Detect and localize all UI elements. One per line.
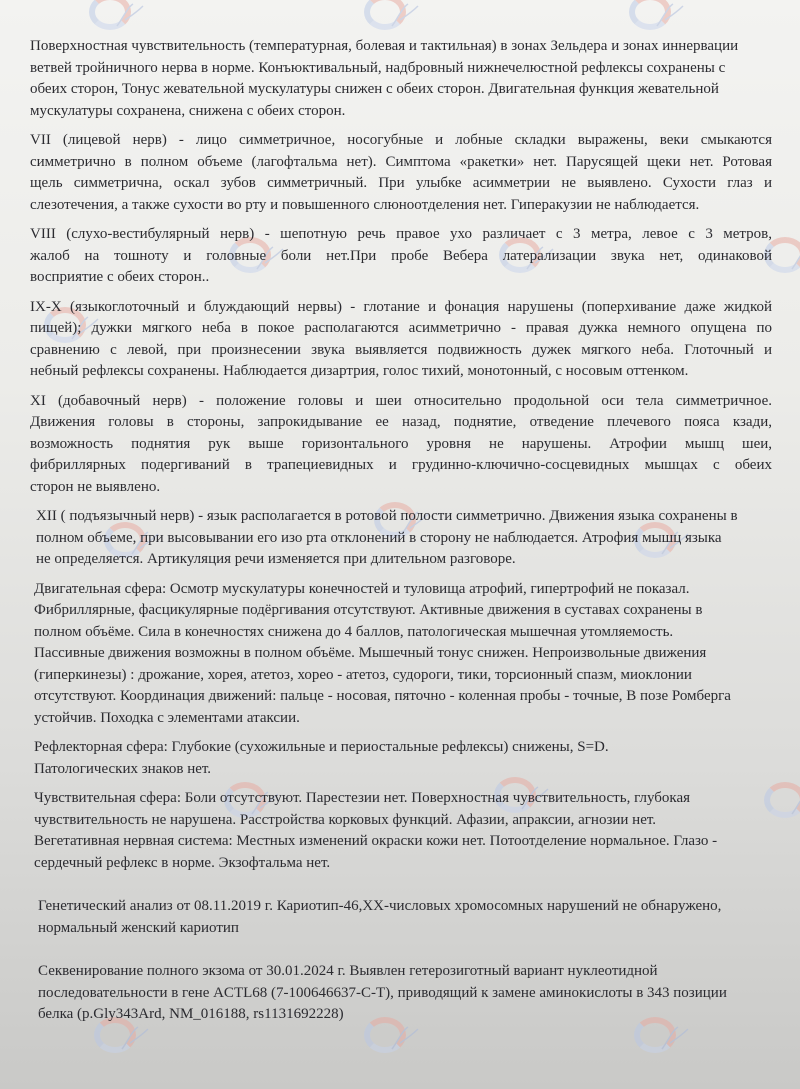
text-line: IX-X (языкоглоточный и блуждающий нервы) - глотание и фонация нарушены (поперхивание даже жидкой [30,298,772,315]
text-line: сторон не выявлено. [30,478,161,495]
paragraph-motor-sphere [34,579,772,730]
watermark-signature-icon [790,243,800,273]
text-line: ветвей тройничного нерва в норме. Конъюктивальный, надбровный нижнечелюстной рефлексы сохранены с [30,59,726,76]
text-line: устойчив. Походка с элементами атаксии. [34,709,300,726]
paragraph-trigeminal-sensitivity [30,36,772,122]
text-line: обеих сторон, Тонус жевательной мускулатуры снижен с обеих сторон. Двигательная функция жевательной [30,81,719,97]
paragraph-genetic-analysis [38,896,772,939]
text-line: VIII (слухо-вестибулярный нерв) - шепотную речь правое ухо различает с 3 метра, левое с 3 метров, [30,226,772,242]
text-line: не определяется. Артикуляция речи изменяется при длительном разговоре. [36,551,516,567]
text-line: Вегетативная нервная система: Местных изменений окраски кожи нет. Потоотделение нормальное. Глазо - [34,833,718,849]
paragraph-cn-xi [30,391,772,499]
paragraph-cn-viii [30,224,772,289]
text-line: последовательности в гене ACTL68 (7-100646637-C-T), приводящий к замене аминокислоты в 343 позиции [38,984,727,1001]
paragraph-exome-sequencing [38,961,772,1026]
text-line: полном объеме, при высовывании его изо рта отклонений в сторону не наблюдается. Атрофия мышц языка [36,529,722,546]
text-line: Секвенирование полного экзома от 30.01.2024 г. Выявлен гетерозиготный вариант нуклеотидной [38,963,658,979]
text-line: жалоб на тошноту и головные боли нет.При пробе Вебера латерализации звука нет, одинаковой [30,247,772,264]
document-page [30,36,772,1034]
text-line: Двигательная сфера: Осмотр мускулатуры конечностей и туловища атрофий, гипертрофий не показал. [34,580,690,597]
text-line: Поверхностная чувствительность (температурная, болевая и тактильная) в зонах Зельдера и зонах иннервации [30,38,739,54]
text-line: нормальный женский кариотип [38,919,239,936]
text-line: Чувствительная сфера: Боли отсутствуют. Парестезии нет. Поверхностная чувствительность, глубокая [34,790,691,806]
text-line: Пассивные движения возможны в полном объёме. Мышечный тонус снижен. Непроизвольные движения [34,645,707,661]
watermark-signature-icon [115,0,145,30]
text-line: полном объёме. Сила в конечностях снижена до 4 баллов, патологическая мышечная утомляемость. [34,623,674,640]
watermark-signature-icon [790,788,800,818]
text-line: Фибриллярные, фасцикулярные подёргивания отсутствуют. Активные движения в суставах сохранены в [34,602,703,618]
paragraph-reflex-sphere [34,737,772,780]
paragraph-sensory-sphere [34,788,772,874]
text-line: сравнению с левой, при произнесении звука выявляется подвижность дужек мягкого неба. Глоточный и [30,341,772,358]
paragraph-cn-ix-x [30,297,772,383]
text-line: симметрично в полном объеме (лагофтальма нет). Симптома «ракетки» нет. Парусящей щеки нет. Ротовая [30,153,772,170]
text-line: щель симметрична, оскал зубов симметричный. При улыбке асимметрии не выявлено. Сухости глаз и [30,175,772,191]
text-line: сердечный рефлекс в норме. Экзофтальма нет. [34,854,331,871]
text-line: XII ( подъязычный нерв) - язык располагается в ротовой полости симметрично. Движения языка сохранены в [36,508,738,524]
text-line: пищей); дужки мягкого неба в покое располагаются асимметрично - правая дужка немного опущена по [30,320,772,336]
text-line: VII (лицевой нерв) - лицо симметричное, носогубные и лобные складки выражены, веки смыкаются [30,132,772,148]
paragraph-cn-vii [30,130,772,216]
text-line: мускулатуры сохранена, снижена с обеих сторон. [30,102,346,119]
text-line: фибриллярных подергиваний в трапециевидных и грудинно-ключично-сосцевидных мышцах с обеих [30,457,772,473]
text-line: белка (p.Gly343Ard, NM_016188, rs1131692228) [38,1006,344,1022]
text-line: (гиперкинезы) : дрожание, хорея, атетоз, хорео - атетоз, судороги, тики, торсионный спазм, миоклонии [34,666,692,683]
watermark-logo [360,0,420,36]
watermark-logo [625,0,685,36]
text-line: Рефлекторная сфера: Глубокие (сухожильные и периостальные рефлексы) снижены, S=D. [34,739,609,755]
text-line: XI (добавочный нерв) - положение головы и шеи относительно продольной оси тела симметричное. [30,392,772,409]
watermark-ring-icon [89,0,131,30]
text-line: слезотечения, а также сухости во рту и повышенного слюноотделения нет. Гиперакузии не наблюдается. [30,196,700,213]
watermark-logo [85,0,145,36]
text-line: небный рефлексы сохранены. Наблюдается дизартрия, голос тихий, монотонный, с носовым оттенком. [30,363,689,379]
watermark-signature-icon [655,0,685,30]
watermark-ring-icon [364,0,406,30]
text-line: чувствительность не нарушена. Расстройства корковых функций. Афазии, апраксии, агнозии нет. [34,811,657,828]
paragraph-cn-xii [36,506,772,571]
text-line: восприятие с обеих сторон.. [30,269,210,285]
watermark-ring-icon [629,0,671,30]
text-line: Движения головы в стороны, запрокидывание ее назад, поднятие, отведение плечевого пояса кзади, [30,414,772,430]
text-line: отсутствуют. Координация движений: пальце - носовая, пяточно - коленная пробы - точные, В позе Ромберга [34,688,731,704]
text-line: Патологических знаков нет. [34,760,212,777]
text-line: возможность поднятия рук выше горизонтального уровня не нарушены. Атрофии мышц шеи, [30,435,772,452]
watermark-signature-icon [390,0,420,30]
text-line: Генетический анализ от 08.11.2019 г. Кариотип-46,XX-числовых хромосомных нарушений не обнаружено, [38,898,722,914]
